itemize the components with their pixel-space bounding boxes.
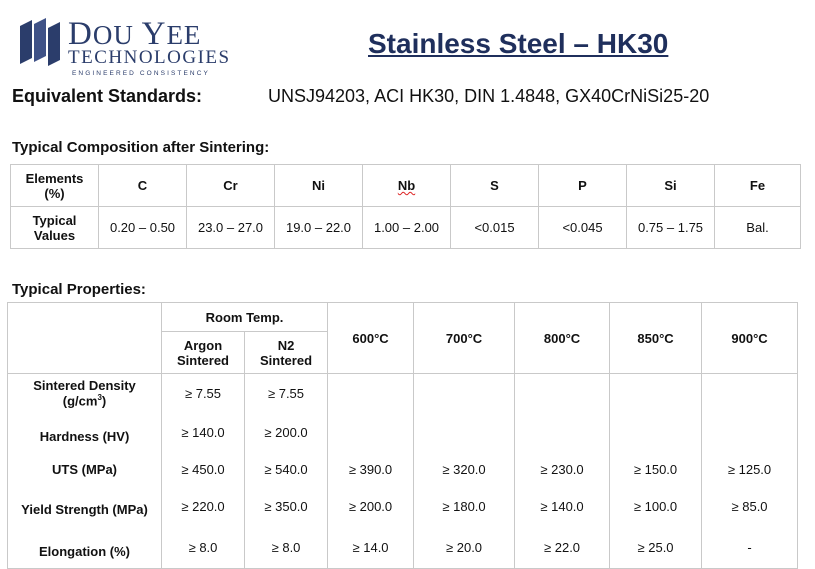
property-value: ≥ 20.0 (414, 526, 515, 569)
element-header-si: Si (627, 165, 715, 207)
property-value: ≥ 85.0 (702, 486, 798, 526)
property-value: ≥ 7.55 (245, 374, 328, 413)
argon-sintered-header: Argon Sintered (162, 332, 245, 374)
property-label-density: Sintered Density $(g/cm^3)$ (8, 374, 162, 413)
composition-section-title: Typical Composition after Sintering: (12, 139, 270, 156)
standards-value: UNSJ94203, ACI HK30, DIN 1.4848, GX40CrNiSi25-20 (268, 86, 710, 106)
temp-header-800: 800°C (515, 303, 610, 374)
property-value: ≥ 140.0 (162, 412, 245, 452)
temp-header-700: 700°C (414, 303, 515, 374)
property-value (702, 374, 798, 413)
typical-values-label: Typical Values (11, 207, 99, 249)
properties-header-row-1 (8, 303, 798, 332)
standards-label: Equivalent Standards: (12, 86, 203, 106)
property-value: ≥ 8.0 (245, 526, 328, 569)
property-row-uts (8, 452, 798, 486)
properties-table (7, 302, 798, 569)
composition-values-row (11, 207, 801, 249)
composition-header-row (11, 165, 801, 207)
element-header-ni: Ni (275, 165, 363, 207)
property-row-hardness (8, 412, 798, 452)
property-value: ≥ 125.0 (702, 452, 798, 486)
property-value (515, 412, 610, 452)
property-value: ≥ 14.0 (328, 526, 414, 569)
composition-value: 1.00 – 2.00 (363, 207, 451, 249)
property-value: ≥ 230.0 (515, 452, 610, 486)
property-value: ≥ 350.0 (245, 486, 328, 526)
logo-company-name: DOU YEE (68, 16, 202, 52)
element-header-p: P (539, 165, 627, 207)
element-header-fe: Fe (715, 165, 801, 207)
logo-mark-icon (18, 18, 62, 66)
property-value: ≥ 220.0 (162, 486, 245, 526)
property-value: ≥ 8.0 (162, 526, 245, 569)
company-logo (18, 14, 231, 77)
property-value (414, 374, 515, 413)
property-value: ≥ 7.55 (162, 374, 245, 413)
element-header-s: S (451, 165, 539, 207)
composition-value: 0.75 – 1.75 (627, 207, 715, 249)
page-title: Stainless Steel – HK30 (368, 28, 669, 59)
property-row-elongation (8, 526, 798, 569)
composition-value: 19.0 – 22.0 (275, 207, 363, 249)
property-value: ≥ 100.0 (610, 486, 702, 526)
logo-subname: TECHNOLOGIES (68, 47, 231, 68)
property-row-yield (8, 486, 798, 526)
property-label-uts: UTS (MPa) (8, 452, 162, 486)
temp-header-600: 600°C (328, 303, 414, 374)
element-header-cr: Cr (187, 165, 275, 207)
composition-value: 23.0 – 27.0 (187, 207, 275, 249)
property-value (702, 412, 798, 452)
logo-tagline: ENGINEERED CONSISTENCY (72, 70, 210, 77)
property-value (414, 412, 515, 452)
property-value: ≥ 22.0 (515, 526, 610, 569)
property-value: ≥ 150.0 (610, 452, 702, 486)
property-value (610, 412, 702, 452)
elements-header-cell: Elements (%) (11, 165, 99, 207)
property-row-density (8, 374, 798, 413)
properties-section-title: Typical Properties: (12, 281, 146, 298)
property-value (328, 374, 414, 413)
property-value: ≥ 200.0 (245, 412, 328, 452)
property-value (610, 374, 702, 413)
property-value: ≥ 450.0 (162, 452, 245, 486)
composition-value: <0.015 (451, 207, 539, 249)
property-value: - (702, 526, 798, 569)
property-value (328, 412, 414, 452)
property-value: ≥ 140.0 (515, 486, 610, 526)
element-header-c: C (99, 165, 187, 207)
room-temp-header: Room Temp. (162, 303, 328, 332)
property-label-elongation: Elongation (%) (8, 526, 162, 569)
element-header-nb: Nb (363, 165, 451, 207)
property-value: ≥ 540.0 (245, 452, 328, 486)
composition-value: 0.20 – 0.50 (99, 207, 187, 249)
properties-corner-cell (8, 303, 162, 374)
property-value: ≥ 390.0 (328, 452, 414, 486)
composition-value: Bal. (715, 207, 801, 249)
property-value: ≥ 25.0 (610, 526, 702, 569)
property-value: ≥ 320.0 (414, 452, 515, 486)
n2-sintered-header: N2 Sintered (245, 332, 328, 374)
composition-value: <0.045 (539, 207, 627, 249)
property-value: ≥ 200.0 (328, 486, 414, 526)
property-label-yield: Yield Strength (MPa) (8, 486, 162, 526)
temp-header-850: 850°C (610, 303, 702, 374)
composition-table (10, 164, 801, 249)
property-label-hardness: Hardness (HV) (8, 412, 162, 452)
temp-header-900: 900°C (702, 303, 798, 374)
property-value: ≥ 180.0 (414, 486, 515, 526)
property-value (515, 374, 610, 413)
